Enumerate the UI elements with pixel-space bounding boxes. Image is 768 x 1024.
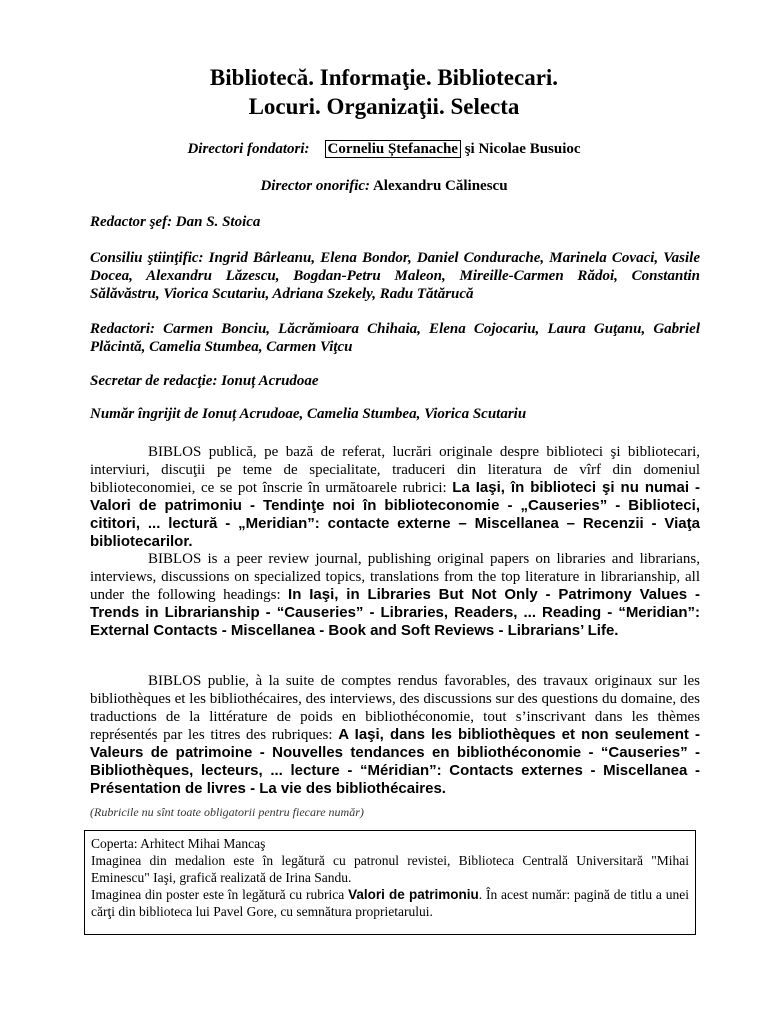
founder-join: şi Nicolae Busuioc	[460, 141, 581, 157]
founder-name-boxed: Corneliu Ștefanache	[325, 140, 461, 158]
poster-line	[91, 886, 689, 920]
editors: Redactori: Carmen Bonciu, Lăcrămioara Chihaia, Elena Cojocariu, Laura Guţanu, Gabriel Plăcintă, Camelia Stumbea, Carmen Viţcu	[90, 321, 700, 355]
ro-rubrics: La Iaşi, în biblioteci şi nu numai - Valori de patrimoniu - Tendinţe noi în biblioteconomie - „Causeries” - Biblioteci, cititori, ... lectură - „Meridian”: contacte externe – Miscellanea – Recenzii - Viaţa bibliotecarilor.	[90, 479, 700, 550]
fr-rubrics: A Iaşi, dans les bibliothèques et non seulement - Valeurs de patrimoine - Nouvelles tendances en bibliothéconomie - “Causeries” - Bibliothèques, lecteurs, ... lecture - “Méridian”: Contacts externes - Miscellanea - Présentation de livres - La vie des bibliothécaires.	[90, 726, 700, 797]
paragraph-romanian	[90, 443, 700, 551]
honorary-name: Alexandru Călinescu	[370, 178, 508, 194]
medallion-line: Imaginea din medalion este în legătură cu patronul revistei, Biblioteca Centrală Universitară "Mihai Eminescu" Iaşi, grafică realizată de Irina Sandu.	[91, 853, 689, 885]
council-label: Consiliu ştiinţific:	[90, 250, 204, 266]
cover-line: Coperta: Arhitect Mihai Mancaş	[91, 836, 266, 851]
honorary-label: Director onorific:	[260, 178, 371, 194]
scientific-council	[90, 249, 700, 303]
poster-text-a: Imaginea din poster este în legătură cu rubrica	[91, 887, 349, 902]
poster-rubric: Valori de patrimoniu	[348, 887, 479, 902]
council-names: Ingrid Bârleanu, Elena Bondor, Daniel Condurache, Marinela Covaci, Vasile Docea, Alexandru Lăzescu, Bogdan-Petru Maleon, Mireille-Carmen Rădoi, Constantin Sălăvăstru, Viorica Scutariu, Adriana Szekely, Radu Tătărucă	[90, 250, 700, 302]
founders-line	[0, 141, 768, 158]
page-title-line2: Locuri. Organizaţii. Selecta	[248, 94, 520, 119]
rubrics-note: (Rubricile nu sînt toate obligatorii pentru fiecare număr)	[90, 805, 364, 819]
secretary: Secretar de redacţie: Ionuț Acrudoae	[90, 373, 319, 389]
ro-text: BIBLOS publică, pe bază de referat, lucrări originale despre biblioteci şi bibliotecari, interviuri, discuţii pe teme de specialitate, traduceri din literatura de vîrf din domeniul biblioteconomiei, ce se pot înscrie în următoarele rubrici:	[90, 444, 700, 496]
paragraph-french	[90, 672, 700, 798]
poster-text-b: . În acest număr: pagină de titlu a unei cărţi din biblioteca lui Pavel Gore, cu semnătura proprietarului.	[91, 887, 689, 919]
founders-label: Directori fondatori:	[187, 141, 310, 157]
paragraph-english	[90, 550, 700, 640]
page-title-line1: Bibliotecă. Informaţie. Bibliotecari.	[209, 65, 559, 90]
en-text: BIBLOS is a peer review journal, publishing original papers on libraries and librarians, interviews, discussions on specialized topics, translations from the top literature in librarianship, all under the following headings:	[90, 551, 700, 603]
en-rubrics: In Iaşi, in Libraries But Not Only - Patrimony Values - Trends in Librarianship - “Causeries” - Libraries, Readers, ... Reading - “Meridian”: External Contacts - Miscellanea - Book and Soft Reviews - Librarians’ Life.	[90, 586, 700, 639]
issue-editors: Număr îngrijit de Ionuț Acrudoae, Camelia Stumbea, Viorica Scutariu	[90, 406, 527, 422]
fr-text: BIBLOS publie, à la suite de comptes rendus favorables, des travaux originaux sur les bibliothèques et les bibliothécaires, des interviews, des discussions sur des questions du domaine, des traductions de la littérature de poids en bibliothéconomie, tout s’inscrivant dans les thèmes représentés par les titres des rubriques:	[90, 673, 700, 743]
honorary-line	[0, 178, 768, 195]
cover-credits-box	[84, 830, 696, 935]
editor-in-chief: Redactor şef: Dan S. Stoica	[90, 214, 261, 230]
